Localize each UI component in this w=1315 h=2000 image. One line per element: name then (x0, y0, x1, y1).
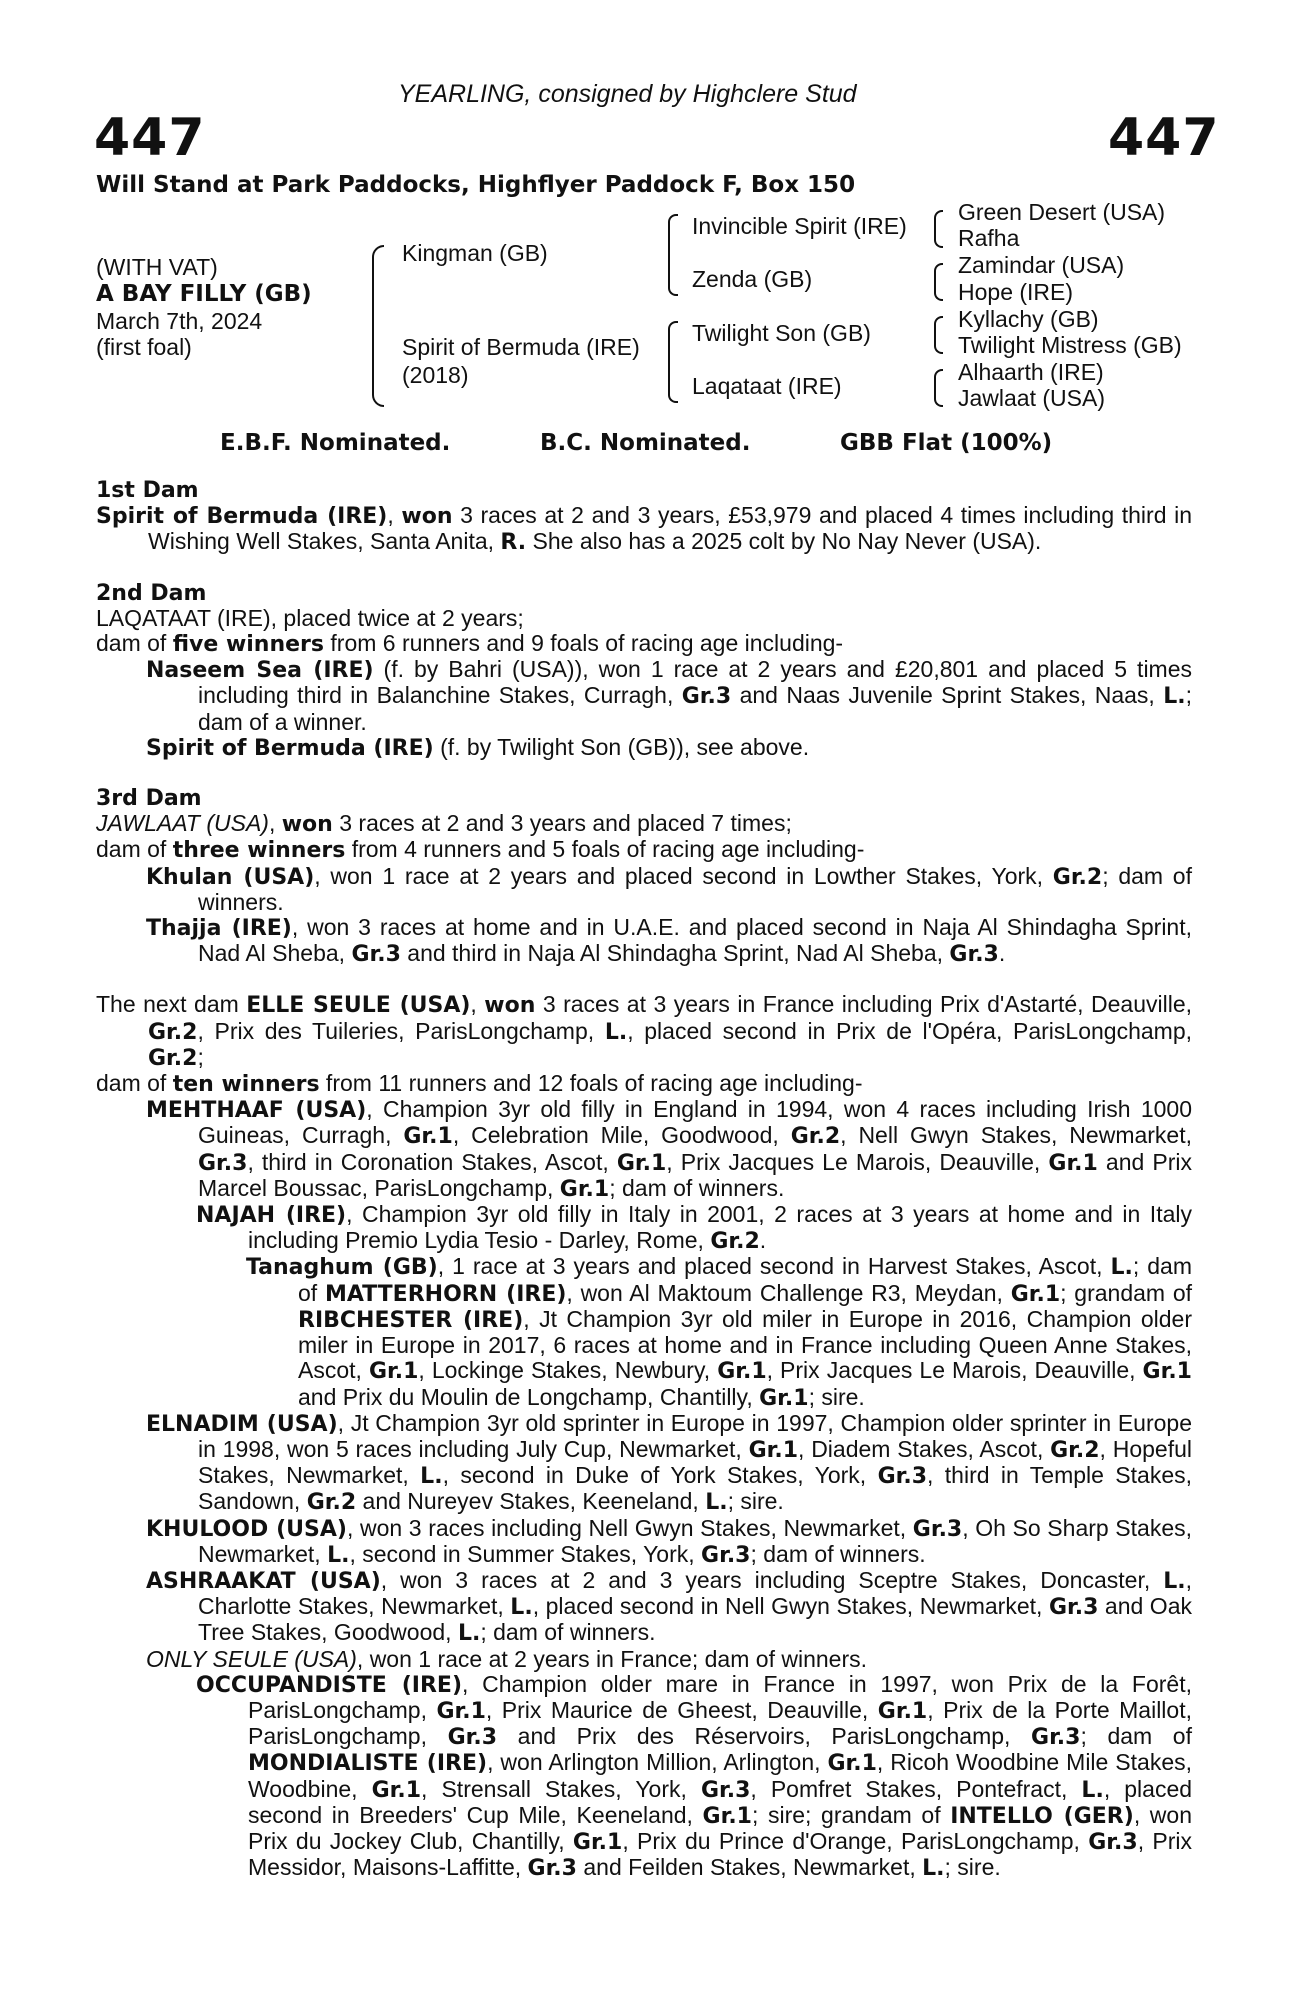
grade: Gr.2 (306, 1490, 357, 1516)
pedigree-brace-sire (668, 214, 678, 296)
first-foal-note: (first foal) (96, 334, 192, 360)
horse-bold: Thajja (IRE) (146, 916, 292, 942)
text: . (759, 1227, 767, 1254)
first-dam-heading: 1st Dam (96, 478, 199, 503)
text: , Oh So Sharp Stakes, Newmarket, (198, 1514, 1193, 1567)
grade: Gr.1 (368, 1359, 419, 1385)
grandparent-1: Green Desert (USA) (958, 199, 1166, 225)
grade: Gr.1 (572, 1829, 623, 1855)
text: , third in Temple Stakes, Sandown, (198, 1462, 1193, 1515)
text: dam of (96, 1070, 173, 1097)
grade: Gr.3 (1048, 1595, 1099, 1621)
text: (f. by Bahri (USA)), won 1 race at 2 years and £20,801 and placed 5 times including third in Balanchine Stakes, Curragh, (198, 656, 1192, 709)
grade: Gr.3 (700, 1777, 751, 1803)
text: , second in Duke of York Stakes, York, (442, 1462, 878, 1489)
text: from 4 runners and 5 foals of racing age including- (345, 836, 865, 863)
pedigree-brace-main (372, 245, 384, 407)
grandparent-4: Hope (IRE) (958, 279, 1074, 305)
grade: Gr.3 (351, 942, 401, 968)
pedigree-brace-g12 (934, 210, 943, 248)
text: 3 races at 2 and 3 years and placed 7 times; (332, 810, 792, 837)
winners-count: ten winners (172, 1072, 320, 1098)
second-dam-heading: 2nd Dam (96, 580, 207, 606)
grade: Gr.1 (748, 1437, 799, 1463)
only-seule-entry (96, 1647, 1192, 1672)
text: and Prix des Réservoirs, ParisLongchamp, (497, 1723, 1032, 1750)
grandparent-8: Jawlaat (USA) (958, 385, 1105, 411)
text: from 6 runners and 9 foals of racing age including- (324, 630, 844, 657)
horse-bold: MONDIALISTE (IRE) (248, 1751, 488, 1777)
text: and Nureyev Stakes, Keeneland, (356, 1488, 706, 1515)
text: 3 races at 3 years in France including Prix d'Astarté, Deauville, (535, 991, 1193, 1018)
text: , won 3 races at 2 and 3 years including Sceptre Stakes, Doncaster, (380, 1566, 1164, 1593)
grade: L. (510, 1595, 533, 1621)
pedigree-brace-g34 (934, 263, 943, 301)
text: . (998, 940, 1006, 967)
grade: Gr.3 (701, 1542, 751, 1568)
text: , Lockinge Stakes, Newbury, (418, 1357, 718, 1384)
text: , 1 race at 3 years and placed second in Harvest Stakes, Ascot, (437, 1253, 1111, 1280)
grade: Gr.3 (877, 1464, 928, 1490)
text: , Diadem Stakes, Ascot, (798, 1435, 1051, 1462)
sire-sire-name: Invincible Spirit (IRE) (692, 213, 907, 239)
text: , won 1 race at 2 years and placed second in Lowther Stakes, York, (314, 862, 1053, 889)
bc-nomination: B.C. Nominated. (540, 430, 751, 456)
gbb-flat: GBB Flat (100%) (840, 430, 1053, 456)
text: , Celebration Mile, Goodwood, (452, 1122, 791, 1149)
grandparent-6: Twilight Mistress (GB) (958, 332, 1182, 358)
grade: Gr.2 (710, 1229, 760, 1255)
grade: Gr.2 (1050, 1437, 1100, 1463)
text: , placed second in Nell Gwyn Stakes, Newmarket, (532, 1593, 1049, 1620)
grandparent-5: Kyllachy (GB) (958, 306, 1099, 332)
grade: Gr.1 (371, 1777, 422, 1803)
text: , Pomfret Stakes, Pontefract, (750, 1775, 1082, 1802)
horse-bold: NAJAH (IRE) (196, 1203, 347, 1229)
text: , Jt Champion 3yr old miler in Europe in 2016, Champion older miler in Europe in 2017, 6 races at home and in France including Queen Anne Stakes, Ascot, (298, 1305, 1192, 1384)
grade: Gr.1 (717, 1359, 767, 1385)
grade: Gr.3 (949, 942, 999, 968)
grade: Gr.2 (148, 1045, 198, 1071)
text: ; dam of winners. (750, 1540, 926, 1567)
won-bold: won (484, 993, 536, 1019)
grade: Gr.1 (827, 1751, 877, 1777)
third-dam-produce (96, 837, 1192, 863)
third-dam-heading: 3rd Dam (96, 786, 202, 812)
lot-number-right: 447 (1108, 108, 1220, 168)
horse-bold: Spirit of Bermuda (IRE) (146, 735, 434, 761)
khulood-entry (96, 1516, 1192, 1568)
grandparent-7: Alhaarth (IRE) (958, 359, 1104, 385)
text: , Jt Champion 3yr old sprinter in Europe in 1997, Champion older sprinter in Europe in 1998, won 5 races including July Cup, Newmarket, (198, 1409, 1192, 1462)
text: ; dam of (298, 1253, 1192, 1306)
grade: Gr.3 (1031, 1725, 1081, 1751)
catalogue-body (96, 478, 1192, 1881)
text: (f. by Twilight Son (GB)), see above. (433, 733, 810, 760)
next-dam-produce (96, 1071, 1192, 1097)
horse-bold: MATTERHORN (IRE) (324, 1281, 567, 1307)
horse-bold: INTELLO (GER) (950, 1803, 1134, 1829)
najah-entry (96, 1202, 1192, 1254)
elnadim-entry (96, 1411, 1192, 1516)
grade: Gr.3 (912, 1516, 963, 1542)
text: , third in Coronation Stakes, Ascot, (247, 1148, 617, 1175)
text: , won Arlington Million, Arlington, (487, 1749, 828, 1776)
horse-bold: Khulan (USA) (146, 864, 315, 890)
grade: L. (705, 1490, 728, 1516)
text: , Prix Messidor, Maisons-Laffitte, (248, 1827, 1192, 1881)
text: , Charlotte Stakes, Newmarket, (198, 1566, 1192, 1620)
text: , Ricoh Woodbine Mile Stakes, Woodbine, (248, 1749, 1193, 1802)
grade: Gr.3 (198, 1150, 248, 1176)
text: from 11 runners and 12 foals of racing age including- (319, 1070, 863, 1097)
grade: L. (1163, 684, 1186, 710)
grade: L. (420, 1464, 443, 1490)
text: ; dam of winners. (198, 862, 1192, 915)
grandparent-3: Zamindar (USA) (958, 252, 1125, 278)
ebf-nomination: E.B.F. Nominated. (220, 430, 451, 456)
text: and Naas Juvenile Sprint Stakes, Naas, (731, 682, 1164, 709)
text: ; sire; grandam of (751, 1801, 951, 1828)
text: ; dam of a winner. (198, 682, 1192, 735)
text: , second in Summer Stakes, York, (349, 1540, 702, 1567)
horse-italic: ONLY SEULE (USA) (146, 1645, 357, 1672)
text: dam of (96, 630, 173, 657)
text: , won 3 races at home and in U.A.E. and placed second in Naja Al Shindagha Sprint, Nad Al Sheba, (198, 914, 1192, 967)
text: , placed second in Breeders' Cup Mile, Keeneland, (248, 1775, 1193, 1828)
dam-year: (2018) (402, 362, 469, 388)
text: ; (1060, 1279, 1067, 1306)
text: , Hopeful Stakes, Newmarket, (198, 1435, 1192, 1489)
grade: Gr.1 (559, 1176, 610, 1202)
text: , Nell Gwyn Stakes, Newmarket, (840, 1122, 1193, 1149)
text: and Prix du Moulin de Longchamp, Chantilly, (298, 1383, 760, 1410)
thajja-entry (96, 915, 1192, 967)
horse-bold: ASHRAAKAT (USA) (146, 1568, 381, 1594)
second-dam-produce (96, 631, 1192, 657)
grade: Gr.1 (1048, 1150, 1098, 1176)
third-dam-line: JAWLAAT (USA), won 3 races at 2 and 3 years and placed 7 times; (96, 810, 792, 838)
grandparent-2: Rafha (958, 225, 1020, 251)
text: , won 3 races including Nell Gwyn Stakes, Newmarket, (346, 1514, 913, 1541)
grade: Gr.2 (148, 1019, 198, 1045)
horse-bold: ELNADIM (USA) (146, 1411, 338, 1437)
grade: L. (1081, 1777, 1104, 1803)
text: ; dam of (1080, 1723, 1192, 1750)
khulan-entry (96, 864, 1192, 915)
text: and Prix Marcel Boussac, ParisLongchamp, (198, 1148, 1192, 1201)
text: , Prix Jacques Le Marois, Deauville, (766, 1357, 1143, 1384)
horse-bold: RIBCHESTER (IRE) (298, 1307, 524, 1333)
dam-sire-name: Twilight Son (GB) (692, 320, 871, 346)
grade: Gr.1 (1142, 1359, 1192, 1385)
grade: Gr.1 (759, 1385, 809, 1411)
occupandiste-entry (96, 1672, 1192, 1882)
grade: L. (457, 1621, 481, 1647)
text: ; sire. (808, 1383, 865, 1410)
horse-dob: March 7th, 2024 (96, 308, 263, 334)
grade: Gr.1 (877, 1698, 928, 1724)
text: , Prix de la Porte Maillot, ParisLongchamp, (248, 1696, 1192, 1750)
pedigree-brace-g56 (934, 316, 943, 354)
text: and third in Naja Al Shindagha Sprint, Nad Al Sheba, (400, 940, 950, 967)
dam-name: Spirit of Bermuda (IRE) (402, 334, 640, 360)
grade: Gr.3 (1088, 1829, 1138, 1855)
dam-name-italic: JAWLAAT (USA) (96, 810, 269, 837)
grade: L. (922, 1856, 945, 1882)
horse-name: A BAY FILLY (GB) (96, 281, 312, 307)
tanaghum-entry (96, 1254, 1192, 1410)
text: , won Al Maktoum Challenge R3, Meydan, (566, 1279, 1011, 1306)
grade: L. (1163, 1568, 1186, 1594)
text: ; sire. (727, 1488, 784, 1515)
horse-bold: KHULOOD (USA) (146, 1516, 347, 1542)
consignment-line: YEARLING, consigned by Highclere Stud (398, 80, 857, 108)
grade: Gr.1 (616, 1150, 667, 1176)
text: , Champion 3yr old filly in England in 1994, won 4 races including Irish 1000 Guineas, Curragh, (198, 1096, 1193, 1149)
winners-count: five winners (172, 632, 325, 658)
location-line: Will Stand at Park Paddocks, Highflyer Paddock F, Box 150 (96, 172, 856, 198)
second-dam-line: LAQATAAT (IRE), placed twice at 2 years; (96, 604, 524, 631)
pedigree-brace-g78 (934, 369, 943, 407)
text: , Prix Maurice de Gheest, Deauville, (485, 1696, 878, 1723)
grade: L. (1110, 1255, 1133, 1281)
text: , Prix du Prince d'Orange, ParisLongchamp, (622, 1827, 1089, 1854)
text: , Prix des Tuileries, ParisLongchamp, (197, 1017, 605, 1044)
naseem-sea-entry (96, 657, 1192, 735)
sire-dam-name: Zenda (GB) (692, 266, 813, 292)
text: ; sire. (944, 1854, 1001, 1881)
grade: L. (604, 1019, 628, 1045)
grade: Gr.2 (1052, 864, 1103, 890)
text: , Champion older mare in France in 1997, won Prix de la Forêt, ParisLongchamp, (248, 1670, 1192, 1723)
text: She also has a 2025 colt by No Nay Never (USA). (526, 528, 1042, 555)
horse-bold: Naseem Sea (IRE) (146, 658, 374, 684)
grade: Gr.3 (447, 1725, 498, 1751)
text: ; dam of winners. (609, 1174, 785, 1201)
text: , won Prix du Jockey Club, Chantilly, (248, 1801, 1192, 1854)
text: ; dam of winners. (480, 1619, 656, 1646)
spirit-of-bermuda-entry (96, 735, 1192, 761)
text: grandam of (1074, 1279, 1192, 1306)
grade: L. (327, 1542, 350, 1568)
dam-name-bold: Spirit of Bermuda (IRE) (96, 504, 388, 530)
vat-note: (WITH VAT) (96, 254, 218, 280)
text: , placed second in Prix de l'Opéra, ParisLongchamp, (627, 1017, 1192, 1044)
horse-bold: OCCUPANDISTE (IRE) (196, 1672, 463, 1698)
pedigree-brace-dam (668, 321, 678, 403)
next-dam-paragraph: The next dam ELLE SEULE (USA), won 3 races at 3 years in France including Prix d'Astarté, Deauville, Gr.2, Prix des Tuileries, ParisLongchamp, L., placed second in Prix de l'Opéra, ParisLongchamp, Gr.2; (96, 991, 1193, 1071)
horse-bold: Tanaghum (GB) (246, 1255, 438, 1281)
grade-r: R. (500, 530, 527, 556)
ashraakat-entry (96, 1568, 1192, 1647)
text: ; (197, 1043, 204, 1070)
mehthaaf-entry (96, 1097, 1192, 1202)
text: The next dam (96, 991, 247, 1018)
text: , Strensall Stakes, York, (421, 1775, 701, 1802)
dam-dam-name: Laqataat (IRE) (692, 373, 842, 399)
sire-name: Kingman (GB) (402, 240, 548, 266)
dam-name-bold: ELLE SEULE (USA) (246, 993, 471, 1019)
grade: Gr.1 (1010, 1281, 1061, 1307)
text: dam of (96, 836, 173, 863)
text: 3 races at 2 and 3 years, £53,979 and placed 4 times including third in Wishing Well Stakes, Santa Anita, (148, 502, 1193, 555)
grade: Gr.1 (436, 1698, 486, 1724)
grade: Gr.3 (681, 684, 732, 710)
grade: Gr.1 (403, 1124, 453, 1150)
text: and Oak Tree Stakes, Goodwood, (198, 1593, 1192, 1646)
winners-count: three winners (172, 838, 346, 864)
grade: Gr.3 (527, 1856, 577, 1882)
text: , Champion 3yr old filly in Italy in 2001, 2 races at 3 years at home and in Italy including Premio Lydia Tesio - Darley, Rome, (248, 1201, 1192, 1254)
text: , Prix Jacques Le Marois, Deauville, (666, 1148, 1049, 1175)
horse-bold: MEHTHAAF (USA) (146, 1098, 367, 1124)
grade: Gr.2 (790, 1124, 841, 1150)
text: and Feilden Stakes, Newmarket, (576, 1854, 923, 1881)
text: , won 1 race at 2 years in France; dam of winners. (356, 1645, 867, 1672)
first-dam-paragraph: Spirit of Bermuda (IRE), won 3 races at 2 and 3 years, £53,979 and placed 4 times including third in Wishing Well Stakes, Santa Anita, R. She also has a 2025 colt by No Nay Never (USA). (96, 502, 1193, 556)
won-bold: won (401, 504, 453, 530)
grade: Gr.1 (702, 1803, 752, 1829)
lot-number-left: 447 (94, 108, 206, 168)
won-bold: won (281, 812, 333, 838)
